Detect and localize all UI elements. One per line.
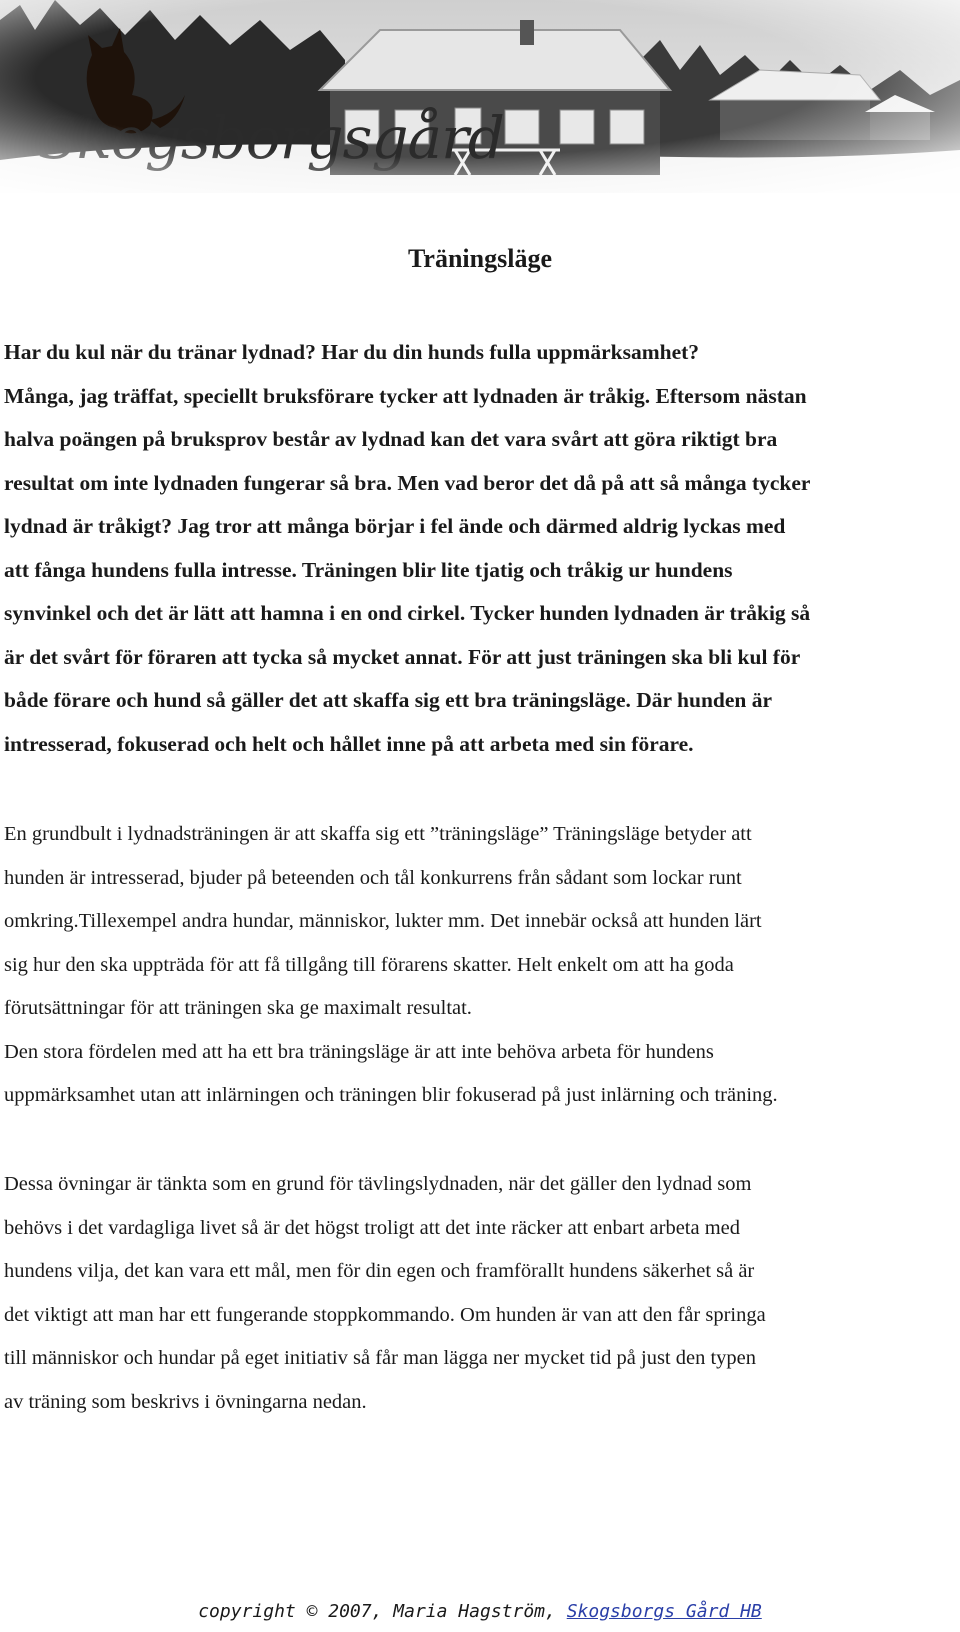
paragraph-line: Den stora fördelen med att ha ett bra träningsläge är att inte behöva arbeta för hundens <box>4 1040 714 1063</box>
paragraph-line: av träning som beskrivs i övningarna nedan. <box>4 1390 367 1413</box>
intro-line: Har du kul när du tränar lydnad? Har du din hunds fulla uppmärksamhet? <box>4 340 700 364</box>
footer <box>0 1601 960 1622</box>
paragraph-line: behövs i det vardagliga livet så är det högst troligt att det inte räcker att enbart arbeta med <box>4 1216 741 1239</box>
intro-line: Många, jag träffat, speciellt bruksförare tycker att lydnaden är tråkig. Eftersom nästan <box>4 383 807 408</box>
paragraph-line: omkring.Tillexempel andra hundar, människor, lukter mm. Det innebär också att hunden lärt <box>4 910 762 932</box>
paragraph-line: hunden är intresserad, bjuder på beteenden och tål konkurrens från sådant som lockar runt <box>4 866 742 889</box>
farm-banner-image <box>0 0 960 193</box>
paragraph-line: uppmärksamhet utan att inlärningen och träningen blir fokuserad på just inlärning och träning. <box>4 1084 778 1106</box>
intro-paragraph <box>4 331 959 766</box>
page-title: Träningsläge <box>408 244 552 273</box>
copyright-text: copyright © 2007, Maria Hagström, <box>198 1601 567 1622</box>
intro-line: är det svårt för föraren att tycka så mycket annat. För att just träningen ska bli kul för <box>4 644 801 669</box>
header-banner <box>0 0 960 193</box>
paragraph-line: förutsättningar för att träningen ska ge maximalt resultat. <box>4 997 472 1019</box>
paragraph-line: till människor och hundar på eget initiativ så får man lägga ner mycket tid på just den typen <box>4 1347 757 1369</box>
intro-line: intresserad, fokuserad och helt och hållet inne på att arbeta med sin förare. <box>4 731 694 756</box>
body-paragraph-2 <box>4 1163 959 1424</box>
intro-line: halva poängen på bruksprov består av lydnad kan det vara svårt att göra riktigt bra <box>4 427 778 451</box>
paragraph-line: det viktigt att man har ett fungerande stoppkommando. Om hunden är van att den får springa <box>4 1303 766 1326</box>
intro-line: lydnad är tråkigt? Jag tror att många börjar i fel ände och därmed aldrig lyckas med <box>4 514 786 538</box>
intro-line: resultat om inte lydnaden fungerar så bra. Men vad beror det då på att så många tycker <box>4 470 811 495</box>
paragraph-line: En grundbult i lydnadsträningen är att skaffa sig ett ”träningsläge” Träningsläge betyder att <box>4 823 752 845</box>
body-paragraph-1 <box>4 813 959 1118</box>
paragraph-line: sig hur den ska uppträda för att få tillgång till förarens skatter. Helt enkelt om att ha goda <box>4 953 734 976</box>
intro-line: att fånga hundens fulla intresse. Träningen blir lite tjatig och tråkig ur hundens <box>4 557 733 582</box>
paragraph-line: hundens vilja, det kan vara ett mål, men för din egen och framförallt hundens säkerhet så är <box>4 1260 755 1282</box>
intro-line: både förare och hund så gäller det att skaffa sig ett bra träningsläge. Där hunden är <box>4 688 773 712</box>
paragraph-line: Dessa övningar är tänkta som en grund för tävlingslydnaden, när det gäller den lydnad som <box>4 1173 752 1195</box>
intro-line: synvinkel och det är lätt att hamna i en ond cirkel. Tycker hunden lydnaden är tråkig så <box>4 601 811 625</box>
company-link[interactable]: Skogsborgs Gård HB <box>566 1601 762 1622</box>
